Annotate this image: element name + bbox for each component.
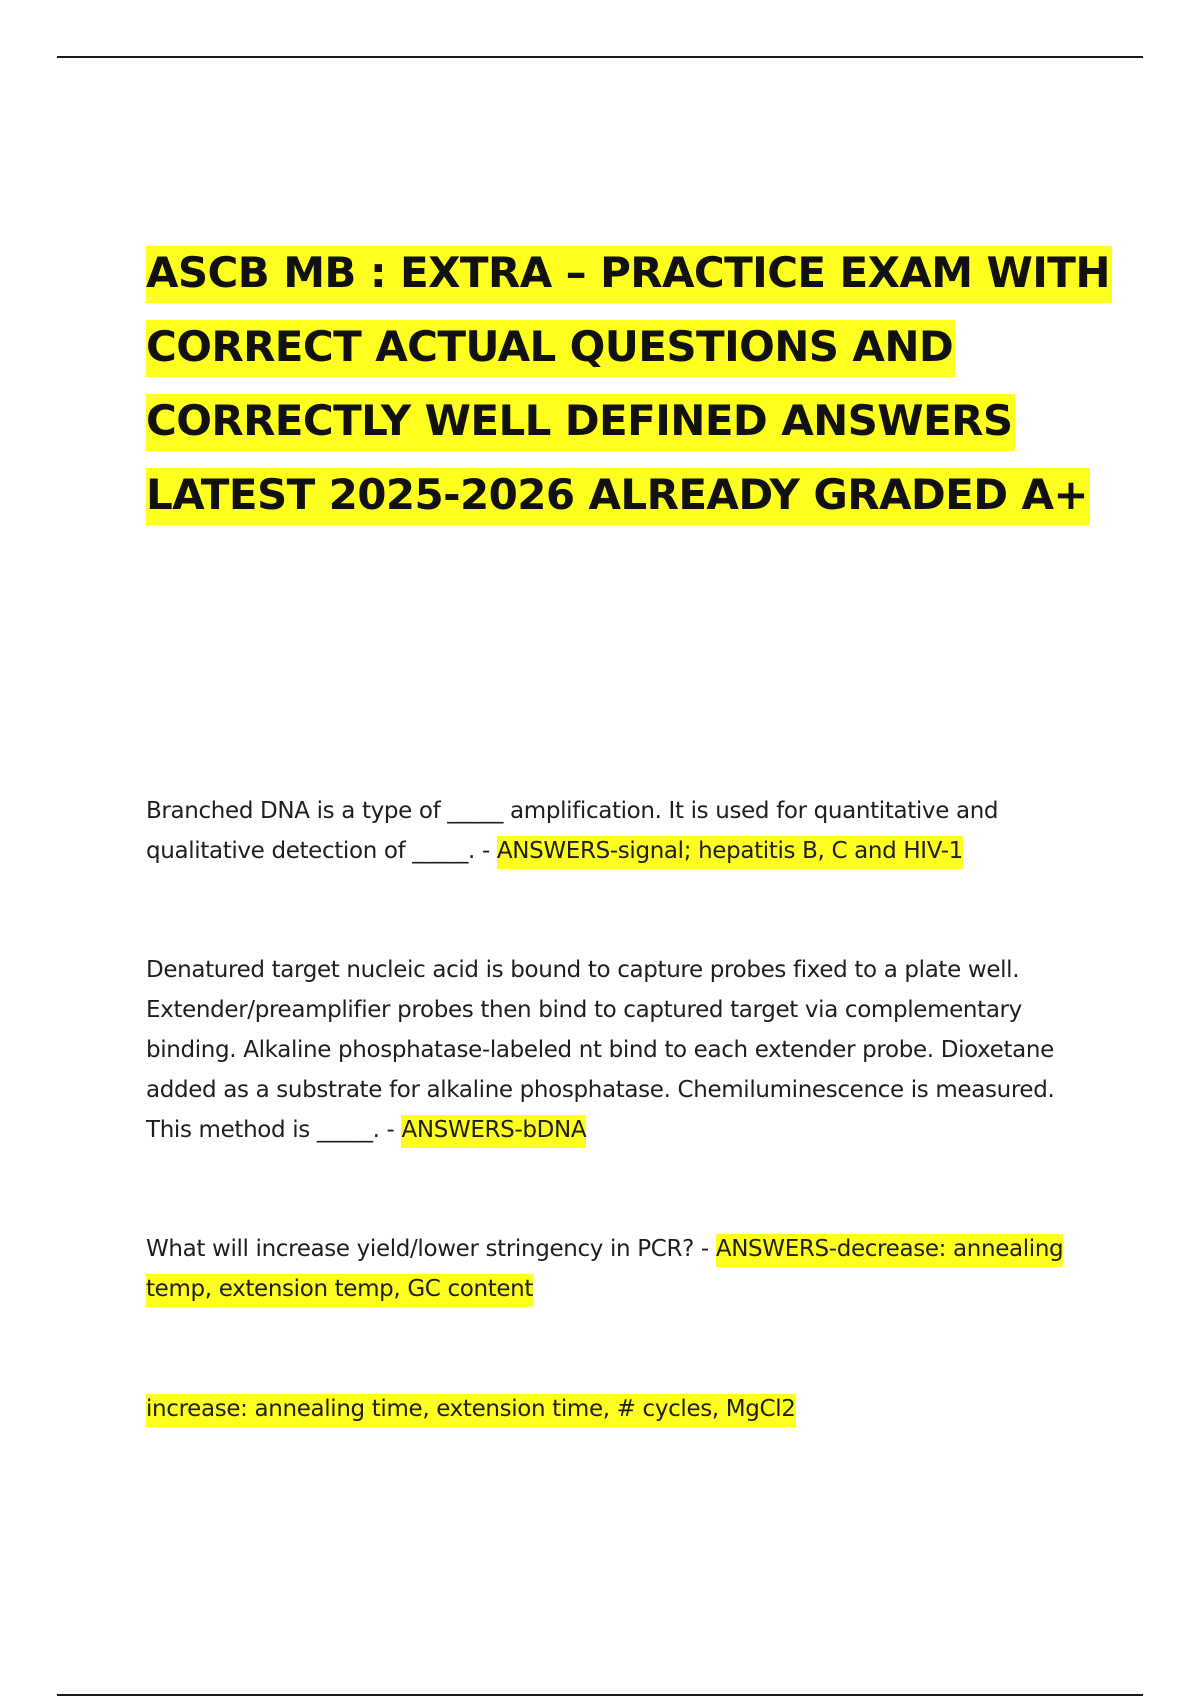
title-line-text: CORRECT ACTUAL QUESTIONS AND: [146, 320, 955, 377]
question-text: Denatured target nucleic acid is bound to capture probes fixed to a plate well. Extender/preamplifier probes then bind to captured target via complementary binding. Alkaline phosphatase-labeled nt bind to each extender probe. Dioxetane added as a substrate for alkaline phosphatase. Chemiluminescence is measured. This method is _____. -: [146, 957, 1055, 1143]
title-line: [146, 236, 1110, 310]
title-line: [146, 458, 1106, 532]
question-text: What will increase yield/lower stringency in PCR? -: [146, 1236, 716, 1262]
title-line-text: ASCB MB : EXTRA – PRACTICE EXAM WITH: [146, 246, 1112, 303]
qa-item: [146, 791, 1092, 871]
qa-item: [146, 1229, 1092, 1309]
answer-continuation: [146, 1389, 1092, 1429]
bottom-rule: [57, 1694, 1143, 1696]
answer-text: increase: annealing time, extension time, # cycles, MgCl2: [146, 1394, 796, 1427]
answer-text: ANSWERS-bDNA: [401, 1115, 586, 1148]
qa-item: [146, 950, 1092, 1150]
title-line-text: CORRECTLY WELL DEFINED ANSWERS: [146, 394, 1015, 451]
document-title: [146, 236, 1110, 532]
top-rule: [57, 56, 1143, 58]
question-text: Branched DNA is a type of _____ amplification. It is used for quantitative and qualitative detection of _____. -: [146, 798, 999, 864]
title-line: [146, 384, 1106, 458]
answer-text: ANSWERS-signal; hepatitis B, C and HIV-1: [497, 836, 963, 869]
title-line: [146, 310, 1106, 384]
title-line-text: LATEST 2025-2026 ALREADY GRADED A+: [146, 468, 1090, 525]
answer-text: ANSWERS-decrease: annealing temp, extension temp, GC content: [146, 1234, 1063, 1307]
